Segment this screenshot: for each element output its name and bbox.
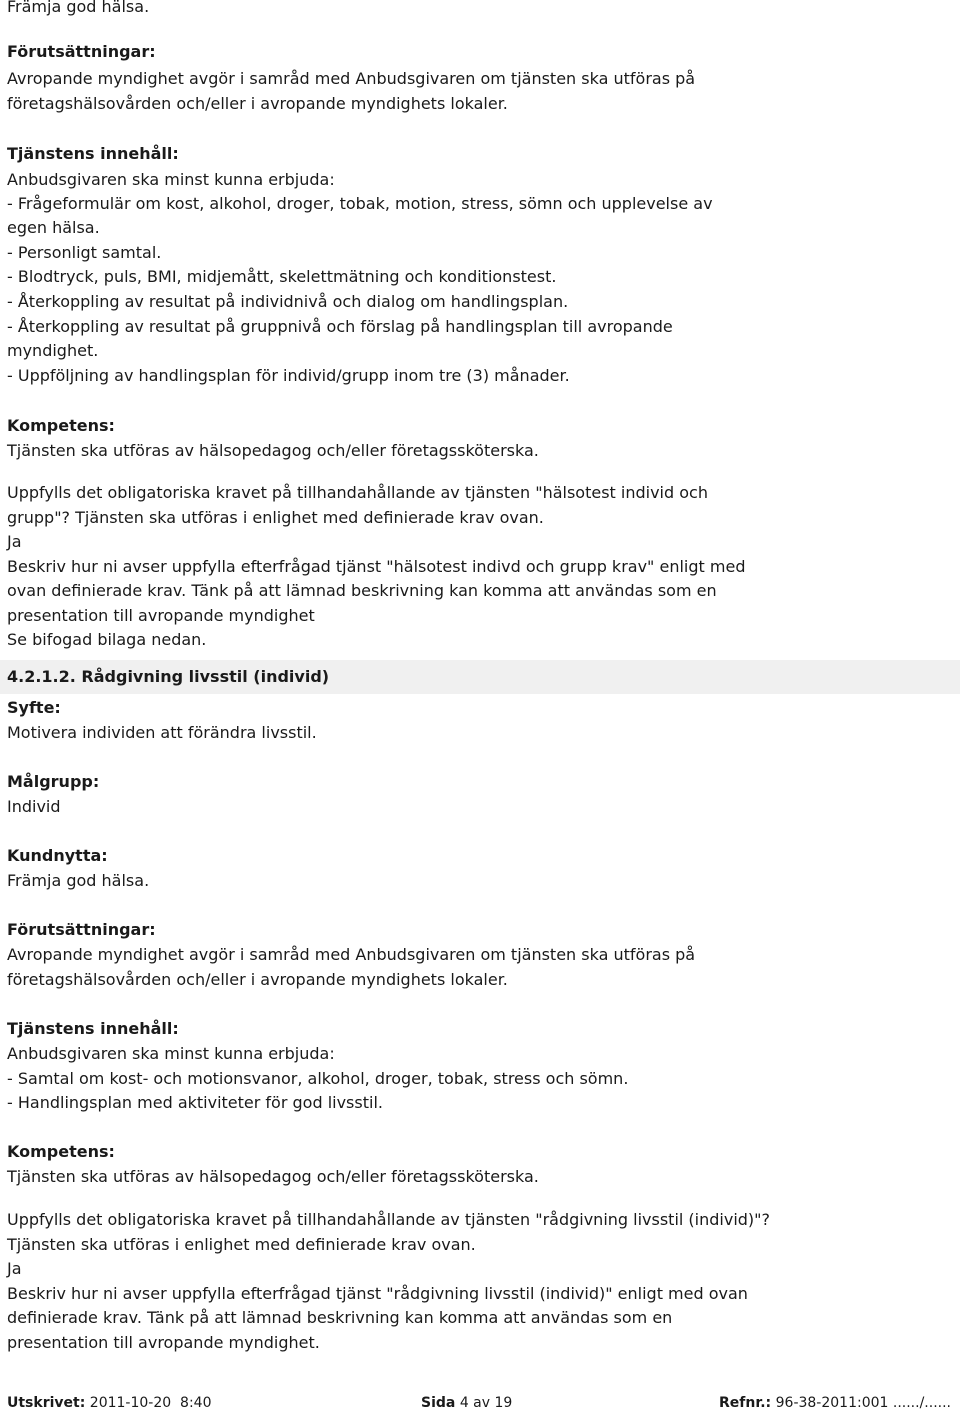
beskriv-line: Se bifogad bilaga nedan. — [7, 630, 207, 649]
krav-question: Uppfylls det obligatoriska kravet på tillhandahållande av tjänsten "rådgivning livsstil (individ)"? — [7, 1210, 771, 1229]
syfte-text: Motivera individen att förändra livsstil. — [7, 723, 317, 742]
innehall-line: - Handlingsplan med aktiviteter för god livsstil. — [7, 1093, 383, 1112]
footer-printed-value: 2011-10-20 8:40 — [89, 1395, 212, 1411]
innehall-line: Anbudsgivaren ska minst kunna erbjuda: — [7, 170, 335, 189]
footer-ref — [719, 1394, 951, 1412]
forutsattningar-line: företagshälsovården och/eller i avropande myndighets lokaler. — [7, 94, 508, 113]
krav-question: grupp"? Tjänsten ska utföras i enlighet med definierade krav ovan. — [7, 508, 544, 527]
footer-ref-value: 96-38-2011:001 ....../...... — [775, 1395, 951, 1411]
innehall-line: egen hälsa. — [7, 218, 100, 237]
kundnytta-heading: Kundnytta: — [7, 846, 108, 865]
footer-page — [421, 1394, 512, 1412]
tjanstens-innehall-heading: Tjänstens innehåll: — [7, 1019, 179, 1038]
section-title: 4.2.1.2. Rådgivning livsstil (individ) — [7, 667, 330, 686]
malgrupp-heading: Målgrupp: — [7, 772, 100, 791]
kompetens-line: Tjänsten ska utföras av hälsopedagog och/eller företagssköterska. — [7, 1167, 539, 1186]
kompetens-heading: Kompetens: — [7, 416, 115, 435]
innehall-line: - Återkoppling av resultat på individnivå och dialog om handlingsplan. — [7, 292, 569, 311]
krav-answer: Ja — [7, 532, 22, 551]
intro-text: Främja god hälsa. — [7, 0, 150, 16]
innehall-line: - Frågeformulär om kost, alkohol, droger, tobak, motion, stress, sömn och upplevelse av — [7, 194, 713, 213]
syfte-heading: Syfte: — [7, 698, 61, 717]
kompetens-line: Tjänsten ska utföras av hälsopedagog och/eller företagssköterska. — [7, 441, 539, 460]
forutsattningar-line: Avropande myndighet avgör i samråd med Anbudsgivaren om tjänsten ska utföras på — [7, 945, 696, 964]
beskriv-line: Beskriv hur ni avser uppfylla efterfrågad tjänst "rådgivning livsstil (individ)" enligt med ovan — [7, 1284, 748, 1303]
forutsattningar-line: Avropande myndighet avgör i samråd med Anbudsgivaren om tjänsten ska utföras på — [7, 69, 696, 88]
innehall-line: - Samtal om kost- och motionsvanor, alkohol, droger, tobak, stress och sömn. — [7, 1069, 629, 1088]
beskriv-line: Beskriv hur ni avser uppfylla efterfrågad tjänst "hälsotest indivd och grupp krav" enligt med — [7, 557, 746, 576]
beskriv-line: presentation till avropande myndighet. — [7, 1333, 320, 1352]
innehall-line: Anbudsgivaren ska minst kunna erbjuda: — [7, 1044, 335, 1063]
footer-page-label: Sida — [421, 1395, 456, 1411]
forutsattningar-heading: Förutsättningar: — [7, 920, 156, 939]
innehall-line: - Uppföljning av handlingsplan för individ/grupp inom tre (3) månader. — [7, 366, 570, 385]
footer-page-value: 4 av 19 — [459, 1395, 513, 1411]
krav-question: Tjänsten ska utföras i enlighet med definierade krav ovan. — [7, 1235, 476, 1254]
innehall-line: - Återkoppling av resultat på gruppnivå och förslag på handlingsplan till avropande — [7, 317, 673, 336]
innehall-line: - Personligt samtal. — [7, 243, 162, 262]
krav-question: Uppfylls det obligatoriska kravet på tillhandahållande av tjänsten "hälsotest individ och — [7, 483, 708, 502]
section-header — [0, 660, 960, 694]
forutsattningar-heading: Förutsättningar: — [7, 42, 156, 61]
innehall-line: myndighet. — [7, 341, 99, 360]
innehall-line: - Blodtryck, puls, BMI, midjemått, skelettmätning och konditionstest. — [7, 267, 557, 286]
kompetens-heading: Kompetens: — [7, 1142, 115, 1161]
krav-answer: Ja — [7, 1259, 22, 1278]
kundnytta-text: Främja god hälsa. — [7, 871, 150, 890]
malgrupp-text: Individ — [7, 797, 61, 816]
beskriv-line: ovan definierade krav. Tänk på att lämnad beskrivning kan komma att användas som en — [7, 581, 717, 600]
beskriv-line: definierade krav. Tänk på att lämnad beskrivning kan komma att användas som en — [7, 1308, 673, 1327]
beskriv-line: presentation till avropande myndighet — [7, 606, 315, 625]
footer-printed — [7, 1394, 211, 1412]
footer-printed-label: Utskrivet: — [7, 1395, 86, 1411]
forutsattningar-line: företagshälsovården och/eller i avropande myndighets lokaler. — [7, 970, 508, 989]
footer-ref-label: Refnr.: — [719, 1395, 772, 1411]
tjanstens-innehall-heading: Tjänstens innehåll: — [7, 144, 179, 163]
